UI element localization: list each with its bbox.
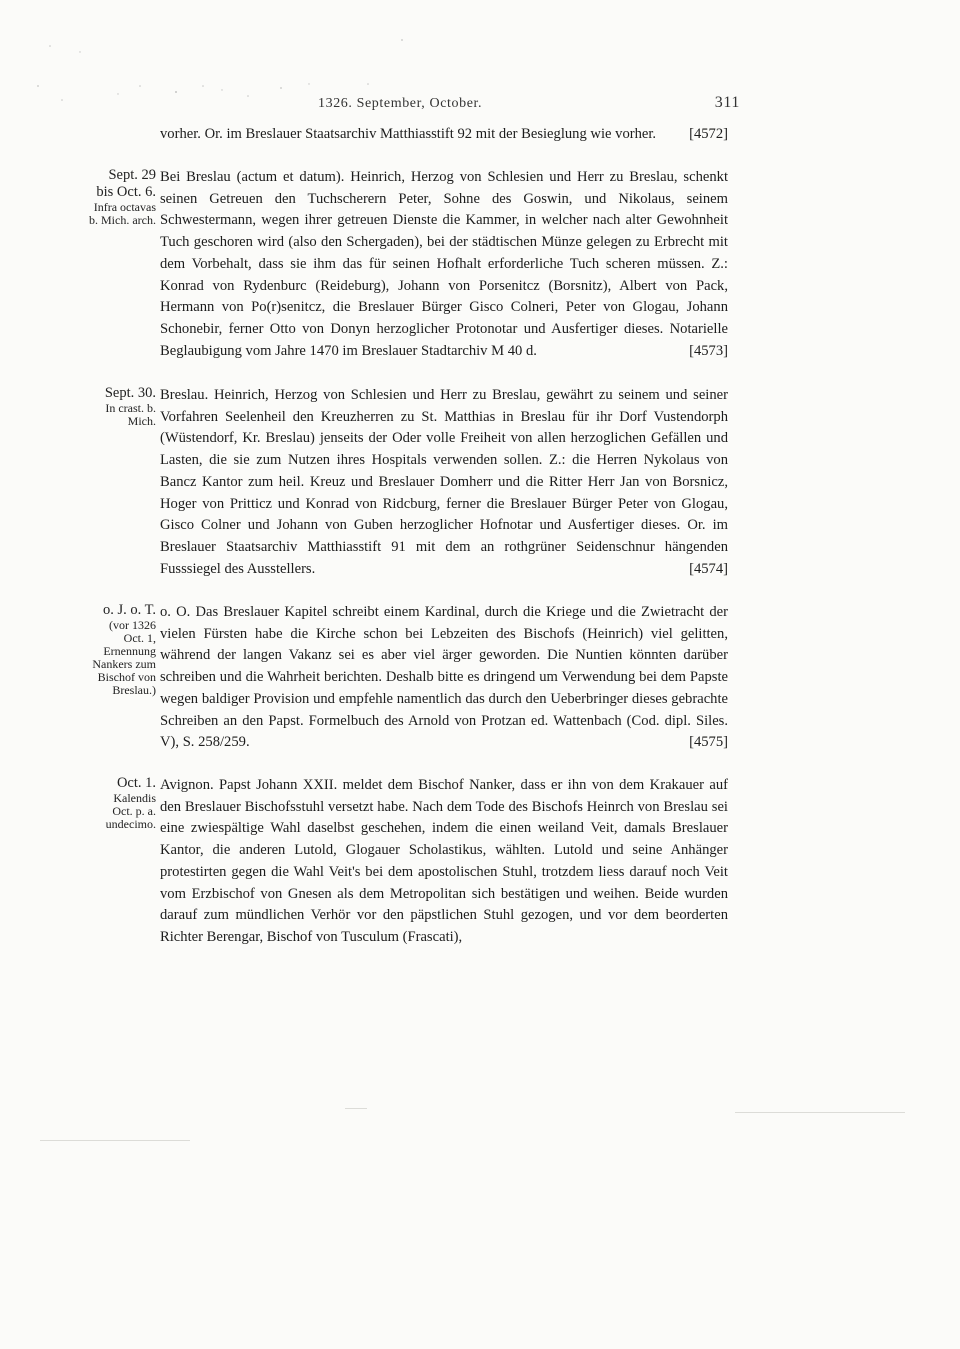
entry-text: vorher. Or. im Breslauer Staatsarchiv Matthiasstift 92 mit der Besieglung wie vorher.: [160, 126, 657, 142]
margin-text: b. Mich. arch.: [89, 213, 156, 227]
entry-body: [160, 602, 728, 754]
entry-number: [4573]: [689, 342, 728, 359]
margin-text: Infra octavas: [93, 200, 156, 214]
scan-mark: [40, 1140, 190, 1141]
entry-body: [160, 775, 728, 949]
entry-number: [4575]: [689, 734, 728, 751]
margin-date: Sept. 30.: [104, 385, 156, 401]
entry-body: [160, 124, 728, 146]
entry-text: Bei Breslau (actum et datum). Heinrich, Herzog von Schlesien und Herr zu Breslau, schenkt seinen Getreuen den Tuchscherern Peter, Sohne des Goswin, und Nikolaus, seinem Schwestermann, wegen ihrer getreuen Dienste die Kammer, in welcher nach alter Gewohnheit Tuch geschoren wird (also den Schergaden), bei der städtischen Münze gelegen zu Erbrecht mit dem Vorbehalt, dass sie ihm das für seinen Hofhalt erforderliche Tuch scheren müssen. Z.: Konrad von Rydenburc (Reideburg), Johann von Porsenitcz (Borsnitz), Albert von Pack, Hermann von Po(r)senitcz, die Breslauer Bürger Gisco Colneri, Peter von Glogau, Johann Schonebir, ferner Otto von Donyn herzoglicher Protonotar und Ausfertiger dieses. Notarielle Beglaubigung vom Jahre 1470 im Breslauer Stadtarchiv M 40 d.: [160, 169, 728, 359]
margin-note: [60, 602, 156, 697]
entry-text: Avignon. Papst Johann XXII. meldet dem Bischof Nanker, dass er ihn von dem Krakauer auf den Breslauer Bischofsstuhl versetzt habe. Nach dem Tode des Bischofs Heinrch von Breslau sei eine zwiespältige Wahl daselbst geschehen, indem die einen weiland Veit, damals Breslauer Kantor, die anderen Lutold, Glogauer Scholastikus, wählten. Lutold und seine Anhänger protestirten gegen die Wahl Veit's bei dem apostolischen Stuhl, trotzdem liess darauf noch Veit vom Erzbischof von Gnesen als dem Metropolitan sich bestätigen und weihen. Beide wurden darauf zum mündlichen Verhör vor den päpstlichen Stuhl gezogen, und vor dem beorderten Richter Berengar, Bischof von Tusculum (Frascati),: [160, 777, 728, 945]
margin-text: Mich.: [127, 414, 156, 428]
margin-date: Sept. 29: [108, 167, 156, 183]
margin-date: o. J. o. T.: [102, 602, 156, 618]
scan-noise: [0, 0, 960, 140]
page-number: 311: [714, 94, 740, 111]
margin-date: bis Oct. 6.: [96, 184, 156, 200]
margin-text: Oct. p. a.: [112, 804, 156, 818]
margin-text: Breslau.): [112, 683, 156, 697]
margin-text: (vor 1326: [109, 618, 156, 632]
margin-text: Ernennung: [103, 644, 156, 658]
scan-mark: [735, 1112, 905, 1113]
entry-text: o. O. Das Breslauer Kapitel schreibt einem Kardinal, durch die Kriege und die Zwietracht der vielen Fürsten habe die Kirche schon bei Lebzeiten des Bischofs (Heinrich) viel gelitten, während der langen Vakanz sei es aber viel ärger geworden. Die Nuntien könnten darüber schreiben und die Wahrheit berichten. Deshalb bitte es dringend um Verwendung bei dem Papste wegen baldiger Provision und empfehle namentlich das durch den Ueberbringer dieses gebrachte Schreiben an den Papst. Formelbuch des Arnold von Protzan ed. Wattenbach (Cod. dipl. Siles. V), S. 258/259.: [160, 604, 728, 751]
margin-text: Oct. 1,: [123, 631, 156, 645]
entry-body: [160, 385, 728, 580]
margin-text: Bischof von: [97, 670, 156, 684]
running-title: 1326. September, October.: [318, 96, 483, 111]
entry-body: [160, 167, 728, 362]
margin-note: [60, 775, 156, 831]
margin-text: undecimo.: [105, 817, 156, 831]
margin-note: [60, 385, 156, 428]
scan-mark: [345, 1108, 367, 1109]
entry-number: [4572]: [689, 126, 728, 142]
entry-number: [4574]: [689, 560, 728, 577]
margin-text: Kalendis: [113, 791, 156, 805]
margin-date: Oct. 1.: [116, 775, 156, 791]
margin-text: Nankers zum: [92, 657, 156, 671]
entry-text: Breslau. Heinrich, Herzog von Schlesien und Herr zu Breslau, gewährt zu seinem und seiner Vorfahren Seelenheil den Kreuzherren zu St. Matthias in Breslau für ihr Dorf Vustendorph (Wüstendorf, Kr. Breslau) jenseits der Oder volle Freiheit von allen herzoglichen Gefällen und Lasten, die sie zum Nutzen ihres Hospitals verwenden sollen. Z.: die Herren Nykolaus von Bancz Kantor zum heil. Kreuz und Breslauer Domherr und die Ritter Herr Jan von Borsnicz, Hoger von Pritticz und Konrad von Ridcburg, ferner die Breslauer Bürger Peter von Glogau, Gisco Colner und Johann von Guben herzoglicher Hofnotar und Ausfertiger dieses. Or. im Breslauer Staatsarchiv Matthiasstift 91 mit dem an rothgrüner Seidenschnur hängenden Fusssiegel des Ausstellers.: [160, 387, 728, 577]
margin-text: In crast. b.: [105, 401, 156, 415]
margin-note: [60, 167, 156, 227]
